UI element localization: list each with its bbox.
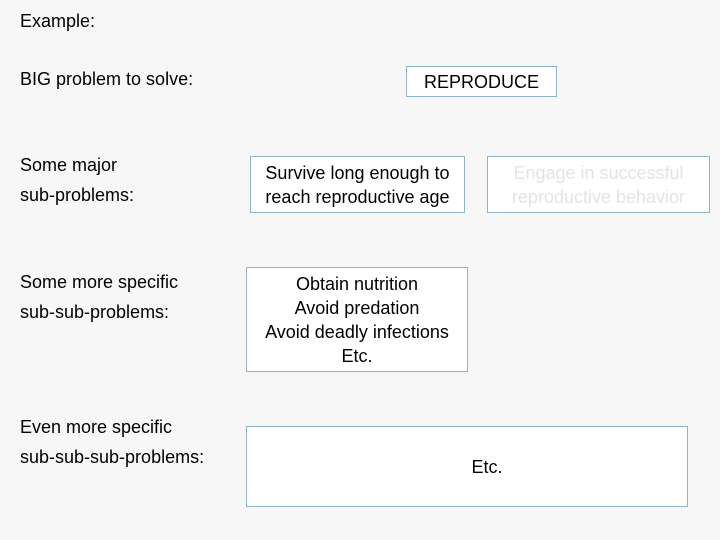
example-label: Example: xyxy=(20,11,96,31)
etc-box xyxy=(246,426,688,507)
etc-text: Etc. xyxy=(471,456,503,477)
reproduce-text: REPRODUCE xyxy=(423,71,539,92)
survive-box xyxy=(250,156,465,213)
survive-text: Survive long enough to reach reproductive age xyxy=(265,162,450,207)
sub-sub-sub-problems-label: Even more specific sub-sub-sub-problems: xyxy=(20,417,205,467)
engage-box xyxy=(487,156,710,213)
big-problem-label: BIG problem to solve: xyxy=(20,69,194,89)
survival-tasks-text: Obtain nutrition Avoid predation Avoid deadly infections Etc. xyxy=(265,273,449,366)
sub-sub-problems-label: Some more specific sub-sub-problems: xyxy=(20,272,179,322)
survival-tasks-box xyxy=(246,267,468,372)
sub-problems-label: Some major sub-problems: xyxy=(20,155,135,205)
engage-text: Engage in successful reproductive behavior xyxy=(511,162,686,207)
reproduce-box xyxy=(406,66,557,97)
